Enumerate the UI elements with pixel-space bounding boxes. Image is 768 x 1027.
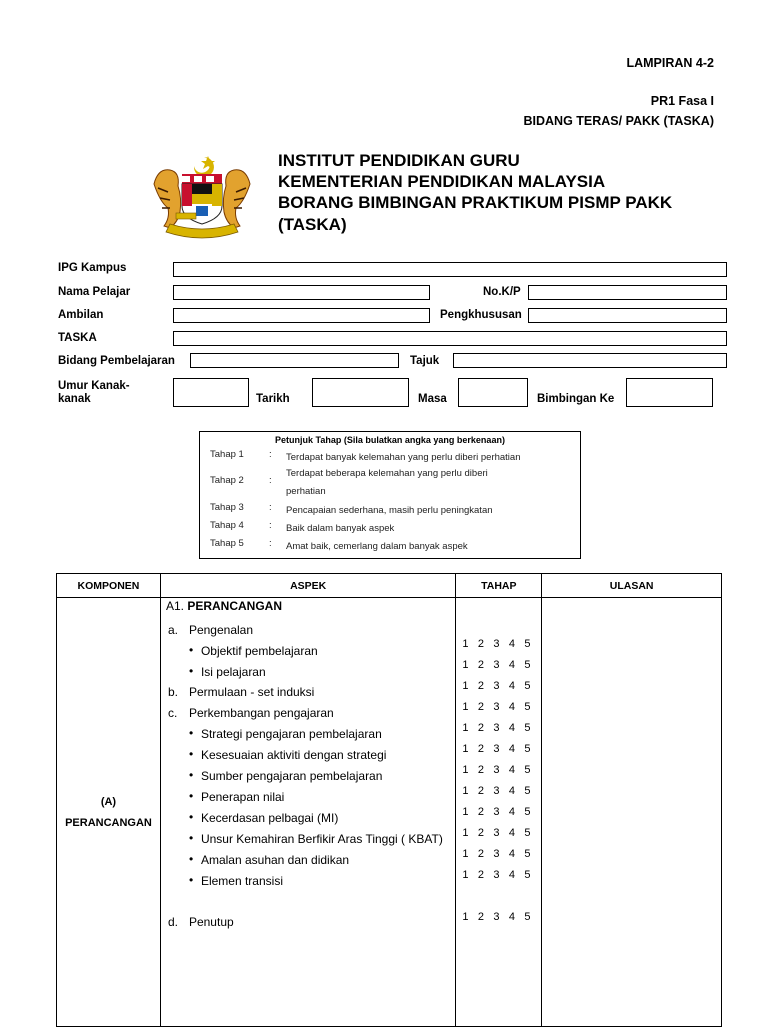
legend-level: Tahap 4 — [210, 520, 244, 531]
rating-option[interactable]: 3 — [493, 806, 500, 818]
tarikh-label: Tarikh — [256, 393, 290, 405]
rating-option[interactable]: 1 — [462, 743, 469, 755]
pengkhususan-field[interactable] — [528, 308, 727, 323]
item-strategi: Strategi pengajaran pembelajaran — [200, 727, 382, 741]
umur-field[interactable] — [173, 378, 249, 407]
rating-option[interactable]: 5 — [524, 659, 531, 671]
rating-option[interactable]: 5 — [524, 638, 531, 650]
tajuk-field[interactable] — [453, 353, 727, 368]
rating-option[interactable]: 1 — [462, 659, 469, 671]
rating-scale[interactable] — [462, 869, 540, 881]
komponen-cell — [57, 598, 161, 1027]
taska-label: TASKA — [58, 332, 97, 344]
rating-option[interactable]: 3 — [493, 701, 500, 713]
rating-option[interactable]: 2 — [477, 785, 484, 797]
rating-scale[interactable] — [462, 659, 540, 671]
rating-option[interactable]: 2 — [477, 743, 484, 755]
title-line-1: INSTITUT PENDIDIKAN GURU — [278, 151, 520, 170]
no-kp-label: No.K/P — [483, 286, 521, 298]
rating-option[interactable]: 5 — [524, 743, 531, 755]
lampiran-label: LAMPIRAN 4-2 — [626, 56, 714, 70]
rating-scale[interactable] — [462, 701, 540, 713]
coat-of-arms-logo — [146, 150, 258, 242]
rating-option[interactable]: 4 — [508, 680, 515, 692]
bullet-icon: • — [188, 664, 194, 678]
rating-option[interactable]: 5 — [524, 848, 531, 860]
rating-option[interactable]: 5 — [524, 764, 531, 776]
rating-scale[interactable] — [462, 848, 540, 860]
legend-level: Tahap 1 — [210, 449, 244, 460]
legend-box — [199, 431, 581, 559]
rating-option[interactable]: 1 — [462, 638, 469, 650]
bullet-icon: • — [188, 747, 194, 761]
title-line-3: BORANG BIMBINGAN PRAKTIKUM PISMP PAKK — [278, 193, 673, 212]
rating-option[interactable]: 3 — [493, 659, 500, 671]
item-elemen: Elemen transisi — [200, 874, 283, 888]
rating-option[interactable]: 3 — [493, 743, 500, 755]
rating-option[interactable]: 1 — [462, 785, 469, 797]
rating-option[interactable]: 3 — [493, 827, 500, 839]
item-sumber: Sumber pengajaran pembelajaran — [200, 769, 383, 783]
bidang-label: BIDANG TERAS/ PAKK (TASKA) — [523, 114, 714, 128]
table-header-row — [57, 574, 722, 598]
item-marker: c. — [167, 706, 178, 720]
rating-option[interactable]: 4 — [508, 848, 515, 860]
legend-level: Tahap 3 — [210, 502, 244, 513]
rating-option[interactable]: 3 — [493, 848, 500, 860]
taska-field[interactable] — [173, 331, 727, 346]
legend-desc: Amat baik, cemerlang dalam banyak aspek — [286, 541, 468, 552]
rating-option[interactable]: 5 — [524, 911, 531, 923]
item-isi: Isi pelajaran — [200, 665, 266, 679]
rating-option[interactable]: 4 — [508, 785, 515, 797]
rating-option[interactable]: 2 — [477, 680, 484, 692]
legend-desc: Terdapat banyak kelemahan yang perlu diberi perhatian — [286, 452, 521, 463]
header-ulasan: ULASAN — [542, 574, 722, 598]
rating-option[interactable]: 3 — [493, 911, 500, 923]
bimbingan-ke-field[interactable] — [626, 378, 713, 407]
rating-option[interactable]: 5 — [524, 869, 531, 881]
rating-scale[interactable] — [462, 764, 540, 776]
rating-option[interactable]: 2 — [477, 806, 484, 818]
rating-option[interactable]: 2 — [477, 848, 484, 860]
rating-option[interactable]: 4 — [508, 638, 515, 650]
ipg-kampus-label: IPG Kampus — [58, 262, 127, 274]
komponen-name: PERANCANGAN — [65, 816, 152, 829]
legend-title: Petunjuk Tahap (Sila bulatkan angka yang berkenaan) — [275, 435, 505, 445]
rating-option[interactable]: 5 — [524, 701, 531, 713]
rating-scale[interactable] — [462, 722, 540, 734]
rating-option[interactable]: 4 — [508, 827, 515, 839]
rating-option[interactable]: 1 — [462, 869, 469, 881]
item-permulaan: Permulaan - set induksi — [188, 685, 315, 699]
rating-option[interactable]: 3 — [493, 638, 500, 650]
rating-scale[interactable] — [462, 743, 540, 755]
bullet-icon: • — [188, 789, 194, 803]
rating-option[interactable]: 5 — [524, 722, 531, 734]
rating-scale[interactable] — [462, 785, 540, 797]
rating-scale[interactable] — [462, 911, 540, 923]
rating-option[interactable]: 3 — [493, 869, 500, 881]
item-kbat: Unsur Kemahiran Berfikir Aras Tinggi ( KBAT) — [200, 832, 443, 846]
rating-option[interactable]: 1 — [462, 680, 469, 692]
legend-colon: : — [269, 520, 272, 531]
rating-option[interactable]: 5 — [524, 785, 531, 797]
ulasan-cell[interactable] — [542, 598, 722, 1027]
legend-colon: : — [269, 502, 272, 513]
rating-option[interactable]: 2 — [477, 827, 484, 839]
ambilan-label: Ambilan — [58, 309, 104, 321]
aspek-cell — [160, 598, 455, 1027]
rating-option[interactable]: 4 — [508, 911, 515, 923]
bidang-pembelajaran-field[interactable] — [190, 353, 399, 368]
rating-scale[interactable] — [462, 680, 540, 692]
rating-option[interactable]: 1 — [462, 806, 469, 818]
legend-desc: Terdapat beberapa kelemahan yang perlu diberi perhatian — [286, 468, 488, 497]
rating-option[interactable]: 1 — [462, 764, 469, 776]
rating-option[interactable]: 4 — [508, 869, 515, 881]
table-row — [57, 598, 722, 1027]
item-marker: d. — [167, 915, 178, 929]
rating-option[interactable]: 4 — [508, 722, 515, 734]
rating-option[interactable]: 3 — [493, 785, 500, 797]
rating-option[interactable]: 5 — [524, 827, 531, 839]
rating-option[interactable]: 3 — [493, 680, 500, 692]
rating-option[interactable]: 4 — [508, 743, 515, 755]
legend-desc: Baik dalam banyak aspek — [286, 523, 395, 534]
legend-desc: Pencapaian sederhana, masih perlu peningkatan — [286, 505, 493, 516]
rating-option[interactable]: 1 — [462, 827, 469, 839]
item-marker: a. — [167, 623, 178, 637]
komponen-code: (A) — [100, 795, 117, 808]
rating-option[interactable]: 1 — [462, 848, 469, 860]
rating-option[interactable]: 4 — [508, 701, 515, 713]
item-kecerdasan: Kecerdasan pelbagai (MI) — [200, 811, 339, 825]
item-marker: b. — [167, 685, 178, 699]
bullet-icon: • — [188, 643, 194, 657]
legend-colon: : — [269, 538, 272, 549]
ambilan-field[interactable] — [173, 308, 430, 323]
legend-level: Tahap 5 — [210, 538, 244, 549]
item-perkembangan: Perkembangan pengajaran — [188, 706, 334, 720]
item-kesesuaian: Kesesuaian aktiviti dengan strategi — [200, 748, 387, 762]
bullet-icon: • — [188, 852, 194, 866]
tajuk-label: Tajuk — [410, 355, 440, 367]
rating-option[interactable]: 5 — [524, 680, 531, 692]
umur-label-line1: Umur Kanak- — [58, 380, 130, 392]
rating-option[interactable]: 3 — [493, 764, 500, 776]
no-kp-field[interactable] — [528, 285, 727, 300]
title-line-2: KEMENTERIAN PENDIDIKAN MALAYSIA — [278, 172, 606, 191]
bullet-icon: • — [188, 768, 194, 782]
rating-option[interactable]: 1 — [462, 911, 469, 923]
bullet-icon: • — [188, 726, 194, 740]
tahap-cell — [456, 598, 542, 1027]
bullet-icon: • — [188, 810, 194, 824]
bullet-icon: • — [188, 831, 194, 845]
legend-colon: : — [269, 449, 272, 460]
title-line-4: (TASKA) — [278, 215, 347, 234]
masa-field[interactable] — [458, 378, 528, 407]
rating-option[interactable]: 2 — [477, 764, 484, 776]
rating-option[interactable]: 2 — [477, 911, 484, 923]
pengkhususan-label: Pengkhususan — [440, 309, 522, 321]
tarikh-field[interactable] — [312, 378, 409, 407]
rating-option[interactable]: 1 — [462, 701, 469, 713]
header-tahap: TAHAP — [456, 574, 542, 598]
item-penutup: Penutup — [188, 915, 234, 929]
section-number: A1. — [165, 599, 184, 613]
legend-colon: : — [269, 475, 272, 486]
bullet-icon: • — [188, 873, 194, 887]
rating-scale[interactable] — [462, 827, 540, 839]
rating-option[interactable]: 2 — [477, 659, 484, 671]
legend-level: Tahap 2 — [210, 475, 244, 486]
section-title: PERANCANGAN — [187, 599, 282, 613]
rating-option[interactable]: 4 — [508, 764, 515, 776]
rating-option[interactable]: 2 — [477, 722, 484, 734]
rating-scale[interactable] — [462, 638, 540, 650]
rating-option[interactable]: 2 — [477, 638, 484, 650]
item-objektif: Objektif pembelajaran — [200, 644, 318, 658]
bidang-pembelajaran-label: Bidang Pembelajaran — [58, 355, 175, 367]
assessment-table — [56, 573, 722, 1027]
header-aspek: ASPEK — [160, 574, 455, 598]
rating-option[interactable]: 4 — [508, 659, 515, 671]
rating-option[interactable]: 2 — [477, 869, 484, 881]
rating-option[interactable]: 5 — [524, 806, 531, 818]
umur-label-line2: kanak — [58, 393, 91, 405]
rating-scale[interactable] — [462, 806, 540, 818]
bimbingan-ke-label: Bimbingan Ke — [537, 393, 615, 405]
header-komponen: KOMPONEN — [57, 574, 161, 598]
rating-option[interactable]: 1 — [462, 722, 469, 734]
item-pengenalan: Pengenalan — [188, 623, 254, 637]
fasa-label: PR1 Fasa I — [650, 94, 714, 108]
rating-option[interactable]: 2 — [477, 701, 484, 713]
rating-option[interactable]: 3 — [493, 722, 500, 734]
nama-pelajar-label: Nama Pelajar — [58, 286, 131, 298]
item-amalan: Amalan asuhan dan didikan — [200, 853, 350, 867]
masa-label: Masa — [418, 393, 447, 405]
item-penerapan: Penerapan nilai — [200, 790, 285, 804]
nama-pelajar-field[interactable] — [173, 285, 430, 300]
rating-option[interactable]: 4 — [508, 806, 515, 818]
ipg-kampus-field[interactable] — [173, 262, 727, 277]
